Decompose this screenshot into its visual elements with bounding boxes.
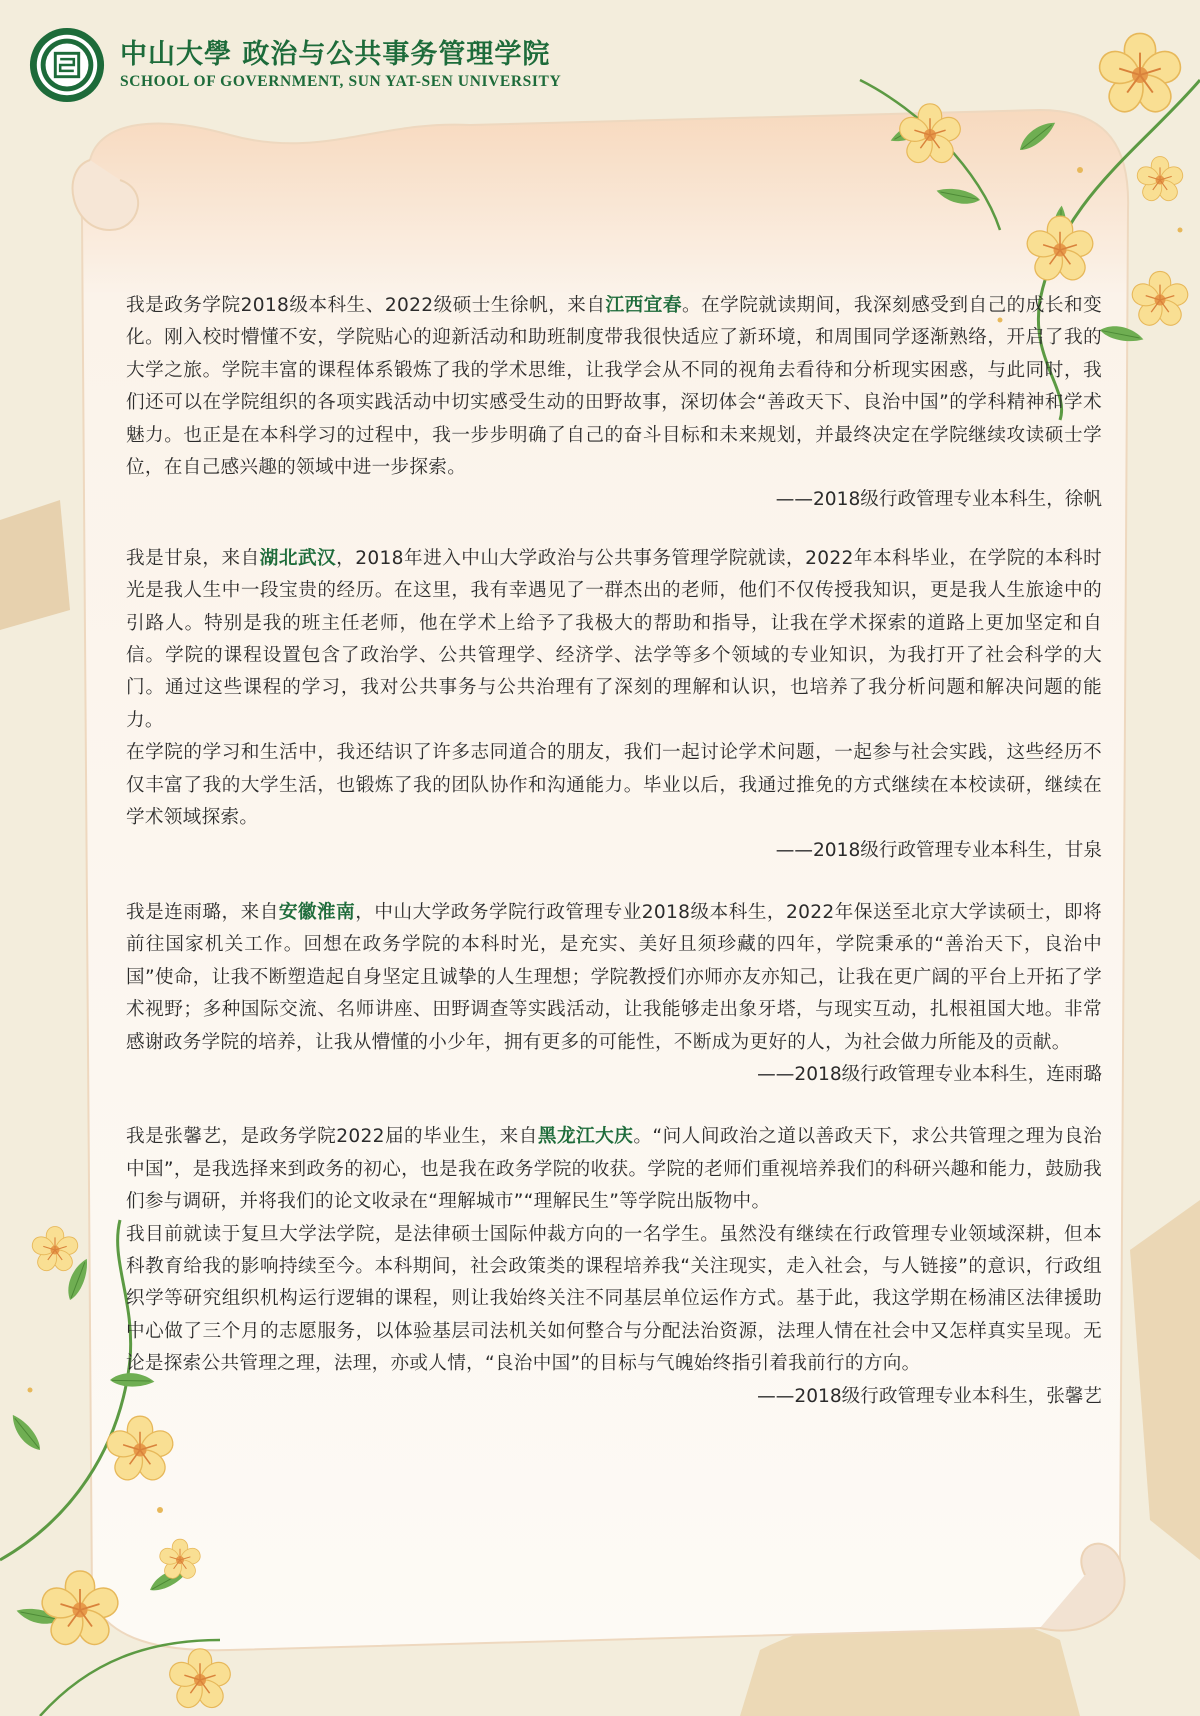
paragraph-text: 我是甘泉，来自 xyxy=(126,547,260,569)
paragraph-text: 我是张馨艺，是政务学院2022届的毕业生，来自 xyxy=(126,1126,538,1148)
testimonials-section xyxy=(126,290,1102,1443)
school-name-english: SCHOOL OF GOVERNMENT, SUN YAT-SEN UNIVERSITY xyxy=(120,73,562,90)
school-name-chinese: 中山大學 政治与公共事务管理学院 xyxy=(120,39,551,70)
hometown-highlight: 江西宜春 xyxy=(605,295,682,316)
paragraph-text: ，中山大学政务学院行政管理专业2018级本科生，2022年保送至北京大学读硕士，即将前往国家机关工作。回想在政务学院的本科时光，是充实、美好且须珍藏的四年，学院秉承的“善治天下，良治中国”使命，让我不断塑造起自身坚定且诚挚的人生理想；学院教授们亦师亦友亦知己，让我在更广阔的平台上开拓了学术视野；多种国际交流、名师讲座、田野调查等实践活动，让我能够走出象牙塔，与现实互动，扎根祖国大地。非常感谢政务学院的培养，让我从懵懂的小少年，拥有更多的可能性，不断成为更好的人，为社会做力所能及的贡献。 xyxy=(126,901,1102,1053)
testimonial-xufan xyxy=(126,290,1102,517)
signature: ——2018级行政管理专业本科生，连雨璐 xyxy=(757,1063,1102,1085)
hometown-highlight: 黑龙江大庆 xyxy=(537,1126,634,1148)
testimonial-paragraph: 在学院的学习和生活中，我还结识了许多志同道合的朋友，我们一起讨论学术问题，一起参与社会实践，这些经历不仅丰富了我的大学生活，也锻炼了我的团队协作和沟通能力。毕业以后，我通过推免的方式继续在本校读研，继续在学术领域探索。 xyxy=(126,742,1102,829)
testimonial-paragraph xyxy=(126,543,1102,737)
signature: ——2018级行政管理专业本科生，甘泉 xyxy=(775,839,1102,861)
hometown-highlight: 湖北武汉 xyxy=(259,547,337,569)
hometown-highlight: 安徽淮南 xyxy=(278,901,356,923)
school-header xyxy=(28,26,561,104)
signature: ——2018级行政管理专业本科生，张馨艺 xyxy=(757,1385,1102,1407)
signature: ——2018级行政管理专业本科生，徐帆 xyxy=(775,489,1102,511)
paragraph-text: 我是政务学院2018级本科生、2022级硕士生徐帆，来自 xyxy=(126,295,606,316)
paragraph-text: 。“问人间政治之道以善政天下，求公共管理之理为良治中国”，是我选择来到政务的初心，也是我在政务学院的收获。学院的老师们重视培养我们的科研兴趣和能力，鼓励我们参与调研，并将我们的论文收录在“理解城市”“理解民生”等学院出版物中。 xyxy=(126,1126,1102,1213)
testimonial-paragraph xyxy=(126,897,1102,1059)
testimonial-paragraph xyxy=(126,1121,1102,1218)
paragraph-text: 我是连雨璐，来自 xyxy=(126,901,279,923)
testimonial-paragraph: 我目前就读于复旦大学法学院，是法律硕士国际仲裁方向的一名学生。虽然没有继续在行政管理专业领域深耕，但本科教育给我的影响持续至今。本科期间，社会政策类的课程培养我“关注现实，走入社会，与人链接”的意识，行政组织学等研究组织机构运行逻辑的课程，则让我始终关注不同基层单位运作方式。基于此，我这学期在杨浦区法律援助中心做了三个月的志愿服务，以体验基层司法机关如何整合与分配法治资源，法理人情在社会中又怎样真实呈现。无论是探索公共管理之理，法理，亦或人情，“良治中国”的目标与气魄始终指引着我前行的方向。 xyxy=(126,1223,1102,1375)
sysu-emblem-icon xyxy=(28,26,106,104)
testimonial-paragraph xyxy=(126,290,1102,484)
paragraph-text: ，2018年进入中山大学政治与公共事务管理学院就读，2022年本科毕业，在学院的本科时光是我人生中一段宝贵的经历。在这里，我有幸遇见了一群杰出的老师，他们不仅传授我知识，更是我人生旅途中的引路人。特别是我的班主任老师，他在学术上给予了我极大的帮助和指导，让我在学术探索的道路上更加坚定和自信。学院的课程设置包含了政治学、公共管理学、经济学、法学等多个领域的专业知识，为我打开了社会科学的大门。通过这些课程的学习，我对公共事务与公共治理有了深刻的理解和认识，也培养了我分析问题和解决问题的能力。 xyxy=(126,547,1103,731)
testimonial-ganquan xyxy=(126,543,1102,867)
testimonial-lianyulu xyxy=(126,897,1102,1091)
testimonial-zhangxinyi xyxy=(126,1121,1102,1413)
paragraph-text: 。在学院就读期间，我深刻感受到自己的成长和变化。刚入校时懵懂不安，学院贴心的迎新活动和助班制度带我很快适应了新环境，和周围同学逐渐熟络，开启了我的大学之旅。学院丰富的课程体系锻炼了我的学术思维，让我学会从不同的视角去看待和分析现实困惑，与此同时，我们还可以在学院组织的各项实践活动中切实感受生动的田野故事，深切体会“善政天下、良治中国”的学科精神和学术魅力。也正是在本科学习的过程中，我一步步明确了自己的奋斗目标和未来规划，并最终决定在学院继续攻读硕士学位，在自己感兴趣的领域中进一步探索。 xyxy=(126,295,1102,479)
